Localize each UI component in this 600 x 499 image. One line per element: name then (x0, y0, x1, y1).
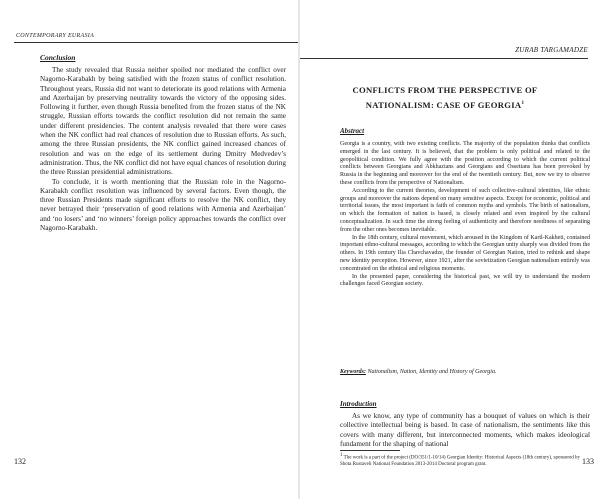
header-rule-left (14, 42, 298, 43)
page-number-right: 133 (582, 457, 594, 466)
footnote (340, 453, 590, 469)
footnote-mark: 1 (340, 453, 343, 458)
running-head-left: CONTEMPORARY EURASIA (16, 33, 95, 39)
abstract-paragraph-1: Georgia is a country, with two existing conflicts. The majority of the population thinks that conflicts emerged in the last century. It is believed, that the problem is only political and related to the geopolitical condition. We fully agree with the position according to which the current political conflicts between Georgians and Abkhazians and Georgians and Ossetians has been provoked by Russia in the beginning and moreover for the end of the twentieth century. But, now we try to observe these conflicts from the perspective of Nationalism. (340, 141, 590, 186)
conclusion-heading: Conclusion (40, 53, 76, 62)
right-page (300, 0, 600, 499)
article-title (320, 84, 570, 112)
abstract-heading: Abstract (340, 127, 365, 135)
left-page (0, 0, 298, 499)
page-number-left: 132 (14, 457, 26, 466)
header-rule-right (300, 58, 588, 59)
abstract-paragraph-4: In the presented paper, considering the historical past, we will try to understand the modern challenges faced Georgian society. (340, 273, 590, 288)
abstract-paragraph-3: In the 18th century, cultural movement, which aroused in the Kingdom of Kartl-Kakheti, contained important ethno-cultural messages, according to which the Georgian unity sharply was divided from the others. In 19th century Ilia Chavchavadze, the founder of Georgian Nation, tried to rethink and shape new identity perception. However, since 1921, after the sovietization Georgian nationalism entirely was concentrated on the ethnical and religious moments. (340, 234, 590, 272)
abstract-body (340, 141, 590, 289)
conclusion-paragraph-1: The study revealed that Russia neither spoiled nor mediated the conflict over Nagorno-Karabakh by being satisfied with the frozen status of conflict resolution. Throughout years, Russia did not want to deteriorate its good relations with Armenia and Azerbaijan by preserving neutrality towards the victory of the opposing sides. Following it further, even though Russia benefited from the frozen status of the NK struggle, Russian efforts towards the conflict resolution did not remain the same under different presidencies. The content analysis revealed that there were cases when the NK conflict had real chances of resolution due to Russian efforts. As such, among the three Russian presidents, the NK conflict gained increased chances of resolution and was on the edge of its settlement during Dmitry Medvedev’s administration. Thus, the NK conflict did not have equal chances of resolution during the three Russian presidential administrations. (40, 66, 286, 177)
keywords-label: Keywords: (340, 369, 366, 375)
conclusion-body (40, 66, 286, 233)
title-footnote-mark: 1 (521, 101, 525, 106)
introduction-heading: Introduction (340, 400, 377, 408)
article-title-text: CONFLICTS FROM THE PERSPECTIVE OF NATIONALISM: CASE OF GEORGIA (352, 85, 538, 110)
introduction-paragraph: As we know, any type of community has a bouquet of values on which is their collective intellectual being is based. In case of nationalism, the sentiments like this covers with many different, but interconnected moments, which makes ideological fundament for the shaping of national (340, 412, 590, 448)
conclusion-paragraph-2: To conclude, it is worth mentioning that the Russian role in the Nagorno-Karabakh conflict resolution was influenced by several factors. Even though, the three Russian Presidents made significant efforts to resolve the NK conflict, they never betrayed their ‘preservation of good relations with Armenia and Azerbaijan’ and ‘no losers’ and ‘no winners’ foreign policy approaches towards the conflict over Nagorno-Karabakh. (40, 177, 286, 233)
keywords-text: Nationalism, Nation, Identity and History of Georgia. (367, 369, 497, 375)
footnote-rule (340, 450, 400, 451)
keywords-line (340, 369, 496, 375)
abstract-paragraph-2: According to the current theories, development of such collective-cultural identities, like ethnic groups and moreover the nations depend on many sensitive aspects. Except for economic, political and territorial issues, the most important is faith of common myths and symbols. The birth of nationalism, on which the formation of nation is based, is closely related and even inspired by the cultural conceptualization. In such time the strong feeling of authenticity and therefore neediness of separating from the other ones becomes inevitable. (340, 187, 590, 233)
footnote-text: The work is a part of the project (DO/351/1-10/14) Georgian Identity: Historical Aspects (18th century), sponsored by Shota Rustaveli National Foundation 2013-2014 Doctoral program grant. (340, 455, 581, 468)
running-head-right: ZURAB TARGAMADZE (515, 46, 588, 54)
